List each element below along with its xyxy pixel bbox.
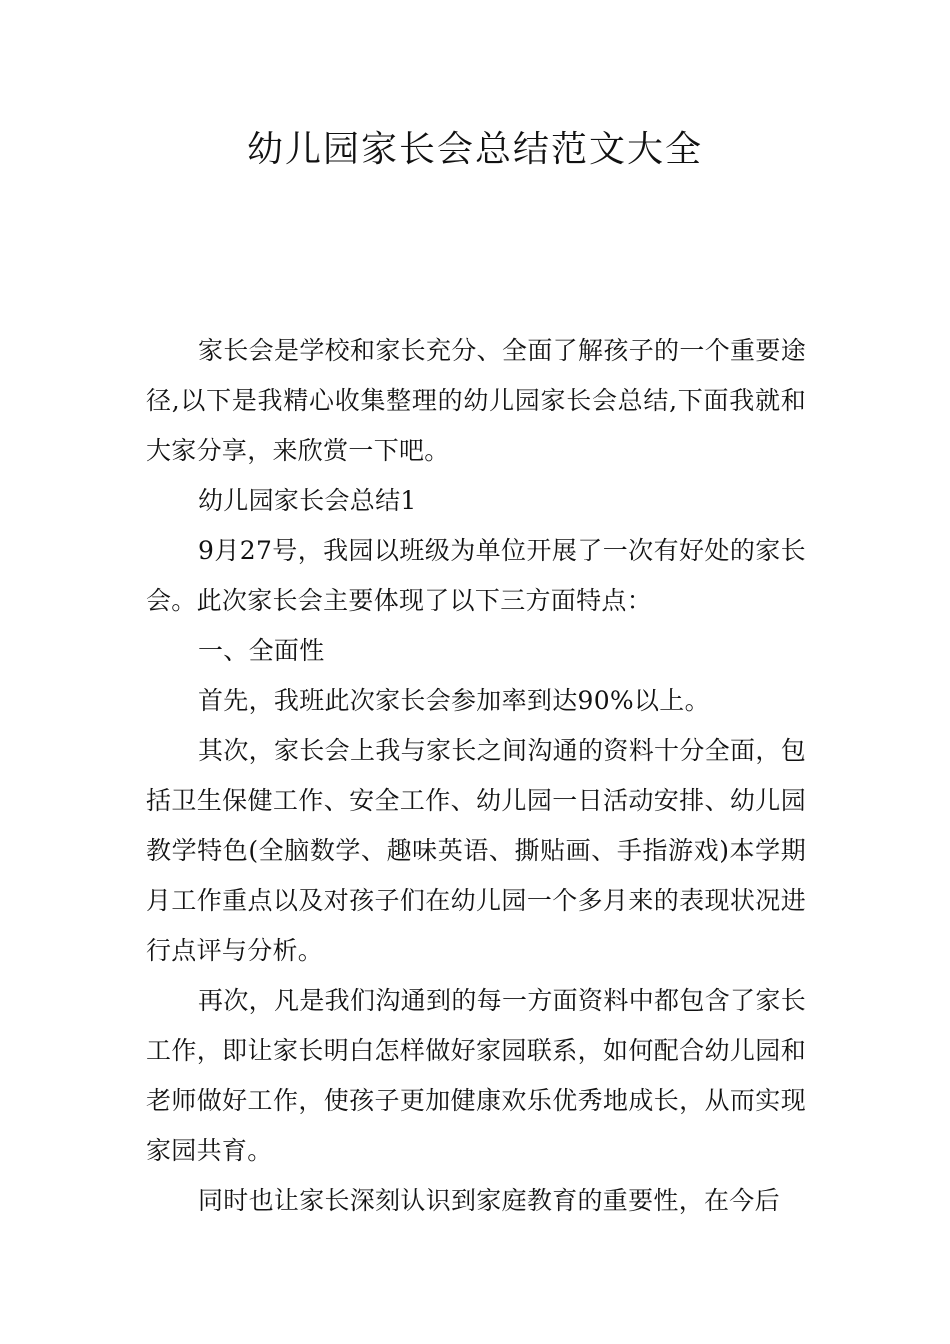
section-heading-comprehensive: 一、全面性 [198,636,325,665]
paragraph: 首先，我班此次家长会参加率到达90%以上。 [198,686,710,715]
paragraph: 其次，家长会上我与家长之间沟通的资料十分全面，包括卫生保健工作、安全工作、幼儿园一日活动安排、幼儿园教学特色(全脑数学、趣味英语、撕贴画、手指游戏)本学期月工作重点以及对孩子们在幼儿园一个多月来的表现状况进行点评与分析。 [146,736,806,965]
section-heading-summary-1: 幼儿园家长会总结1 [198,486,417,515]
document-body [146,326,806,1226]
paragraph: 9月27号，我园以班级为单位开展了一次有好处的家长会。此次家长会主要体现了以下三方面特点： [146,536,806,615]
paragraph: 再次，凡是我们沟通到的每一方面资料中都包含了家长工作，即让家长明白怎样做好家园联系，如何配合幼儿园和老师做好工作，使孩子更加健康欢乐优秀地成长，从而实现家园共育。 [146,986,806,1165]
paragraph: 同时也让家长深刻认识到家庭教育的重要性，在今后 [198,1186,780,1215]
paragraph-intro: 家长会是学校和家长充分、全面了解孩子的一个重要途径,以下是我精心收集整理的幼儿园家长会总结,下面我就和大家分享，来欣赏一下吧。 [146,336,806,465]
document-title: 幼儿园家长会总结范文大全 [246,129,703,170]
